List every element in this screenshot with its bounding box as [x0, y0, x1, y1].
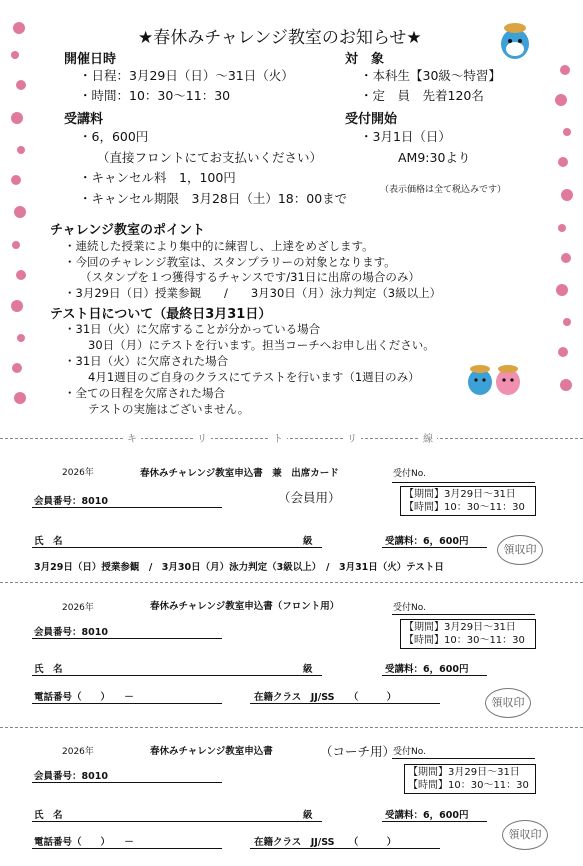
- tax-note: （表示価格は全て税込みです）: [380, 185, 507, 195]
- dates-day: ・日程：3月29日（日）～31日（火）: [79, 68, 294, 83]
- fee-heading: 受講料: [64, 112, 104, 127]
- points-item: （スタンプを１つ獲得するチャンスです/31日に出席の場合のみ）: [80, 270, 420, 284]
- test-item: テストの実施はございません。: [88, 402, 250, 416]
- points-item: ・今回のチャレンジ教室は、スタンプラリーの対象となります。: [64, 255, 396, 269]
- points-item: ・3月29日（日）授業参観 / 3月30日（月）泳力判定（3級以上）: [64, 286, 442, 300]
- dates-time: ・時間：10：30～11：30: [79, 88, 231, 103]
- form1-period-box: 【期間】3月29日～31日 【時間】10：30～11：30: [400, 486, 536, 516]
- form-separator: [0, 582, 583, 583]
- form1-receipt-label: 受付No.: [393, 469, 426, 479]
- fee-payment: （直接フロントにてお支払いください）: [97, 150, 323, 165]
- fee-amount: ・6，600円: [79, 129, 149, 144]
- test-item: ・31日（火）に欠席された場合: [64, 354, 229, 368]
- reception-heading: 受付開始: [345, 112, 398, 127]
- test-heading: テスト日について（最終日3月31日）: [50, 307, 272, 322]
- form3-year: 2026年: [62, 747, 94, 757]
- test-item: 4月1週目のご自身のクラスにてテストを行います（1週目のみ）: [88, 370, 420, 384]
- flower-border-left: [6, 0, 32, 420]
- cut-label: ト: [270, 430, 287, 445]
- cut-label: リ: [194, 430, 211, 445]
- form1-receipt-stamp: 領収印: [497, 535, 543, 565]
- test-item: ・全ての日程を欠席された場合: [64, 386, 225, 400]
- target-member: ・本科生【30級～特習】: [360, 68, 501, 83]
- form3-member-no: 会員番号：8010: [34, 771, 108, 782]
- form1-title: 春休みチャレンジ教室申込書 兼 出席カード: [140, 468, 339, 479]
- notice-title: ★春休みチャレンジ教室のお知らせ★: [138, 28, 422, 48]
- form2-receipt-label: 受付No.: [393, 603, 426, 613]
- form1-member-no: 会員番号：8010: [34, 496, 108, 507]
- form2-name-label: 氏 名: [34, 664, 63, 675]
- form3-period-box: 【期間】3月29日～31日 【時間】10：30～11：30: [404, 764, 536, 794]
- dolphin-mascot-icon: [492, 18, 538, 64]
- form3-grade-label: 級: [303, 810, 313, 821]
- test-item: 30日（月）にテストを行います。担当コーチへお申し出ください。: [88, 338, 435, 352]
- form2-member-no: 会員番号：8010: [34, 627, 108, 638]
- form1-sub: （会員用）: [278, 490, 341, 505]
- cut-label: キ: [124, 430, 141, 445]
- fee-cancel: ・キャンセル料 1，100円: [79, 170, 236, 185]
- form3-class-label: 在籍クラス JJ/SS （ ）: [254, 837, 397, 848]
- form2-year: 2026年: [62, 603, 94, 613]
- form2-title: 春休みチャレンジ教室申込書（フロント用）: [150, 601, 340, 612]
- form1-footer: 3月29日（日）授業参観 / 3月30日（月）泳力判定（3級以上） / 3月31日（火）テスト日: [34, 562, 444, 573]
- dates-heading: 開催日時: [64, 52, 117, 67]
- reception-time: AM9:30より: [398, 150, 471, 165]
- form3-fee: 受講料：6，600円: [385, 810, 469, 821]
- form1-grade-label: 級: [303, 536, 313, 547]
- points-item: ・連続した授業により集中的に練習し、上達をめざします。: [64, 239, 374, 253]
- reception-date: ・3月1日（日）: [360, 129, 451, 144]
- form3-phone-label: 電話番号（ ） －: [34, 837, 134, 848]
- form2-fee: 受講料：6，600円: [385, 664, 469, 675]
- form2-phone-label: 電話番号（ ） －: [34, 692, 134, 703]
- target-heading: 対 象: [345, 52, 385, 67]
- form-separator: [0, 727, 583, 728]
- points-heading: チャレンジ教室のポイント: [50, 223, 205, 238]
- form2-receipt-stamp: 領収印: [485, 688, 531, 718]
- form1-fee: 受講料：6，600円: [385, 536, 469, 547]
- cut-label: リ: [344, 430, 361, 445]
- form3-receipt-stamp: 領収印: [502, 820, 548, 850]
- target-capacity: ・定 員 先着120名: [360, 88, 484, 103]
- form2-grade-label: 級: [303, 664, 313, 675]
- form3-title: 春休みチャレンジ教室申込書: [150, 746, 273, 757]
- form3-receipt-label: 受付No.: [393, 747, 426, 757]
- test-item: ・31日（火）に欠席することが分かっている場合: [64, 322, 321, 336]
- cut-label: 線: [420, 430, 437, 445]
- form1-year: 2026年: [62, 468, 94, 478]
- fee-cancel-deadline: ・キャンセル期限 3月28日（土）18：00まで: [79, 191, 348, 206]
- flower-border-right: [552, 0, 578, 420]
- form1-name-label: 氏 名: [34, 536, 63, 547]
- cut-line: [0, 438, 583, 439]
- form2-period-box: 【期間】3月29日～31日 【時間】10：30～11：30: [400, 619, 536, 649]
- form2-class-label: 在籍クラス JJ/SS （ ）: [254, 692, 397, 703]
- form3-sub: （コーチ用）: [320, 744, 396, 759]
- dolphin-mascots-icon: [464, 362, 524, 398]
- form3-name-label: 氏 名: [34, 810, 63, 821]
